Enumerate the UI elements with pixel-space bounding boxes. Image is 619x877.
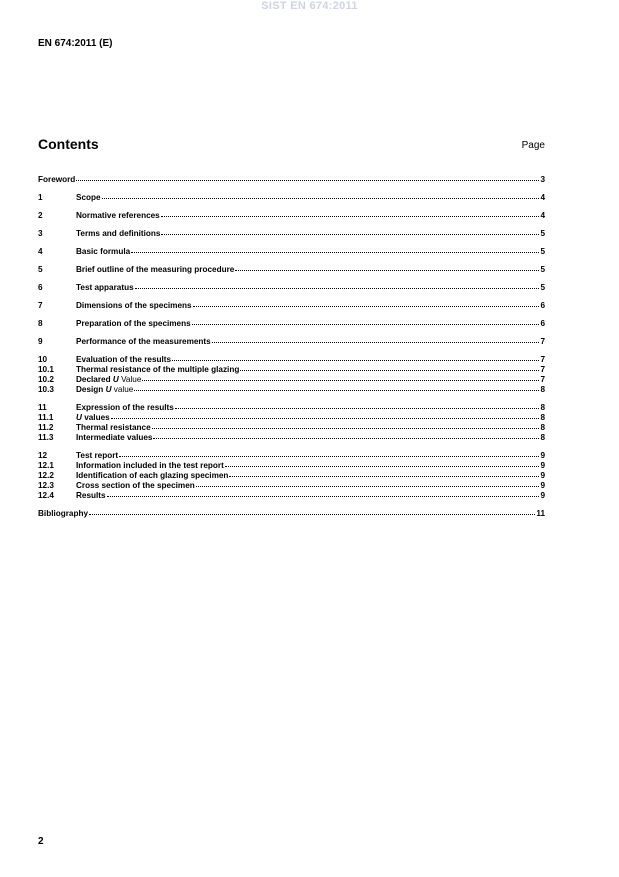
toc-title: Results bbox=[76, 491, 106, 500]
toc-title: Design U value bbox=[76, 385, 134, 394]
toc-page: 9 bbox=[540, 451, 545, 460]
contents-heading: Contents bbox=[38, 136, 99, 152]
toc-page: 5 bbox=[540, 265, 545, 274]
toc-page: 11 bbox=[536, 509, 545, 518]
toc-title: Foreword bbox=[38, 175, 76, 184]
toc-page: 6 bbox=[540, 319, 545, 328]
toc-number: 12 bbox=[38, 451, 48, 460]
toc-page: 7 bbox=[540, 337, 545, 346]
toc-title: Thermal resistance bbox=[76, 423, 151, 432]
toc-number: 5 bbox=[38, 265, 43, 274]
toc-number: 10.2 bbox=[38, 375, 54, 384]
toc-page: 7 bbox=[540, 375, 545, 384]
toc-title: Bibliography bbox=[38, 509, 89, 518]
toc-number: 4 bbox=[38, 247, 43, 256]
toc-page: 9 bbox=[540, 461, 545, 470]
toc-entry[interactable] bbox=[38, 211, 545, 221]
toc-page: 7 bbox=[540, 365, 545, 374]
toc-title: Dimensions of the specimens bbox=[76, 301, 192, 310]
toc-number: 10.3 bbox=[38, 385, 54, 394]
toc-entry[interactable] bbox=[38, 283, 545, 293]
toc-entry[interactable] bbox=[38, 319, 545, 329]
table-of-contents bbox=[38, 175, 545, 519]
toc-page: 8 bbox=[540, 433, 545, 442]
toc-title: Information included in the test report bbox=[76, 461, 224, 470]
toc-number: 1 bbox=[38, 193, 43, 202]
toc-page: 6 bbox=[540, 301, 545, 310]
toc-title: Test apparatus bbox=[76, 283, 134, 292]
toc-page: 8 bbox=[540, 403, 545, 412]
toc-number: 12.4 bbox=[38, 491, 54, 500]
toc-number: 2 bbox=[38, 211, 43, 220]
toc-title: Preparation of the specimens bbox=[76, 319, 191, 328]
toc-number: 12.1 bbox=[38, 461, 54, 470]
toc-title: U values bbox=[76, 413, 110, 422]
toc-page: 3 bbox=[540, 175, 545, 184]
toc-number: 10 bbox=[38, 355, 48, 364]
toc-title: Brief outline of the measuring procedure bbox=[76, 265, 235, 274]
toc-number: 3 bbox=[38, 229, 43, 238]
toc-entry[interactable] bbox=[38, 433, 545, 443]
toc-number: 12.2 bbox=[38, 471, 54, 480]
toc-entry-bibliography[interactable] bbox=[38, 509, 545, 519]
toc-title: Cross section of the specimen bbox=[76, 481, 195, 490]
toc-title: Thermal resistance of the multiple glazing bbox=[76, 365, 240, 374]
toc-number: 12.3 bbox=[38, 481, 54, 490]
toc-title: Identification of each glazing specimen bbox=[76, 471, 229, 480]
toc-title: Normative references bbox=[76, 211, 160, 220]
toc-number: 7 bbox=[38, 301, 43, 310]
toc-entry[interactable] bbox=[38, 247, 545, 257]
toc-page: 8 bbox=[540, 413, 545, 422]
toc-title: Test report bbox=[76, 451, 119, 460]
toc-number: 10.1 bbox=[38, 365, 54, 374]
toc-title: Expression of the results bbox=[76, 403, 174, 412]
toc-title: Declared U Value bbox=[76, 375, 142, 384]
toc-page: 4 bbox=[540, 193, 545, 202]
toc-number: 11.3 bbox=[38, 433, 54, 442]
toc-page: 5 bbox=[540, 247, 545, 256]
toc-number: 11 bbox=[38, 403, 47, 412]
toc-entry[interactable] bbox=[38, 337, 545, 347]
toc-entry[interactable] bbox=[38, 265, 545, 275]
toc-page: 4 bbox=[540, 211, 545, 220]
toc-number: 6 bbox=[38, 283, 43, 292]
document-id: EN 674:2011 (E) bbox=[38, 38, 113, 49]
toc-title: Performance of the measurements bbox=[76, 337, 211, 346]
toc-page: 9 bbox=[540, 471, 545, 480]
toc-page: 5 bbox=[540, 283, 545, 292]
toc-page: 8 bbox=[540, 385, 545, 394]
toc-title: Basic formula bbox=[76, 247, 131, 256]
toc-title: Evaluation of the results bbox=[76, 355, 172, 364]
toc-page: 9 bbox=[540, 481, 545, 490]
toc-page: 7 bbox=[540, 355, 545, 364]
toc-entry[interactable] bbox=[38, 301, 545, 311]
toc-page: 8 bbox=[540, 423, 545, 432]
toc-title: Scope bbox=[76, 193, 101, 202]
toc-entry[interactable] bbox=[38, 385, 545, 395]
toc-title: Intermediate values bbox=[76, 433, 153, 442]
toc-number: 11.1 bbox=[38, 413, 54, 422]
toc-page: 5 bbox=[540, 229, 545, 238]
toc-page: 9 bbox=[540, 491, 545, 500]
toc-number: 8 bbox=[38, 319, 43, 328]
toc-number: 9 bbox=[38, 337, 43, 346]
toc-entry-foreword[interactable] bbox=[38, 175, 545, 185]
page-number: 2 bbox=[38, 836, 44, 847]
toc-title: Terms and definitions bbox=[76, 229, 161, 238]
toc-entry[interactable] bbox=[38, 193, 545, 203]
page-column-label: Page bbox=[521, 140, 545, 151]
toc-number: 11.2 bbox=[38, 423, 54, 432]
watermark: SIST EN 674:2011 bbox=[261, 0, 358, 12]
toc-entry[interactable] bbox=[38, 491, 545, 501]
toc-entry[interactable] bbox=[38, 229, 545, 239]
